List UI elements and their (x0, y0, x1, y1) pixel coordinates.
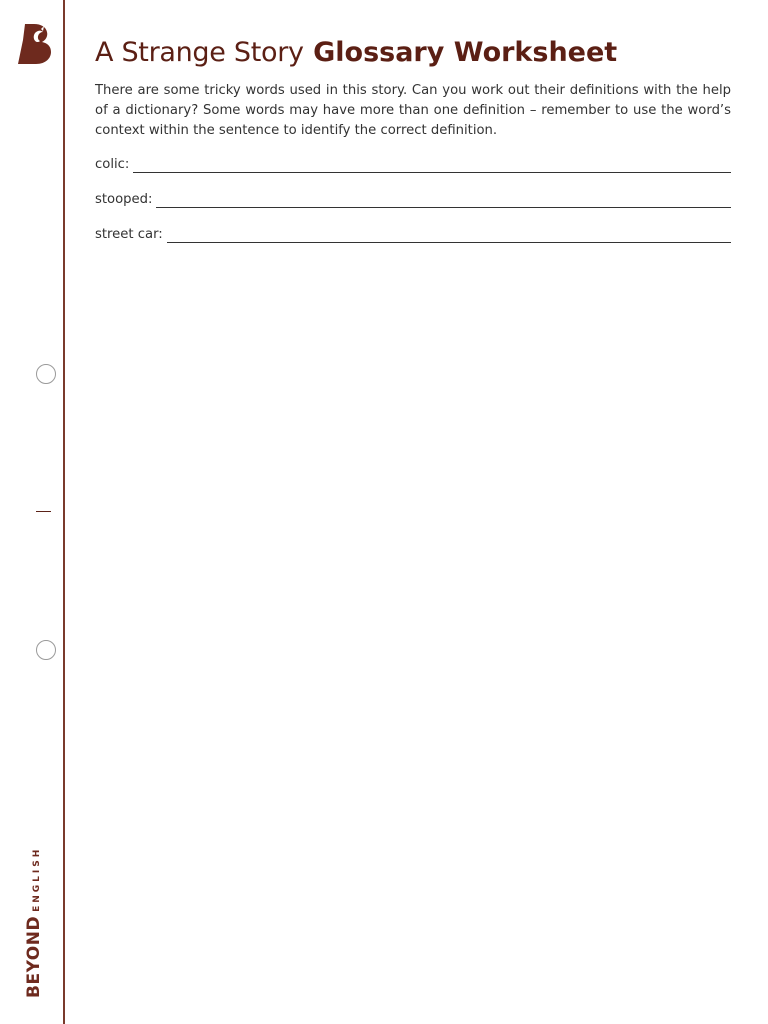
answer-line[interactable] (133, 156, 731, 173)
answer-line[interactable] (156, 191, 731, 208)
beyond-b-logo-icon (16, 22, 52, 66)
title-bold: Glossary Worksheet (313, 37, 618, 68)
term-label: stooped: (95, 192, 153, 207)
brand-wordmark (24, 847, 44, 998)
glossary-row-colic (95, 154, 731, 174)
page-title (95, 35, 617, 71)
fold-mark (36, 511, 51, 512)
punch-hole-top (36, 364, 56, 384)
term-label: colic: (95, 157, 130, 172)
title-light: A Strange Story (95, 37, 304, 68)
answer-line[interactable] (167, 226, 731, 243)
glossary-row-stooped (95, 189, 731, 209)
punch-hole-bottom (36, 640, 56, 660)
margin-rule (63, 0, 65, 1024)
brand-name: BEYOND (24, 915, 44, 998)
term-label: street car: (95, 227, 163, 242)
brand-subname: ENGLISH (32, 846, 42, 912)
instructions-paragraph: There are some tricky words used in this story. Can you work out their definitions with the help of a dictionary? Some words may have more than one definition – remember to use the word’s context within the sentence to identify the correct definition. (95, 83, 731, 138)
glossary-row-street-car (95, 224, 731, 244)
